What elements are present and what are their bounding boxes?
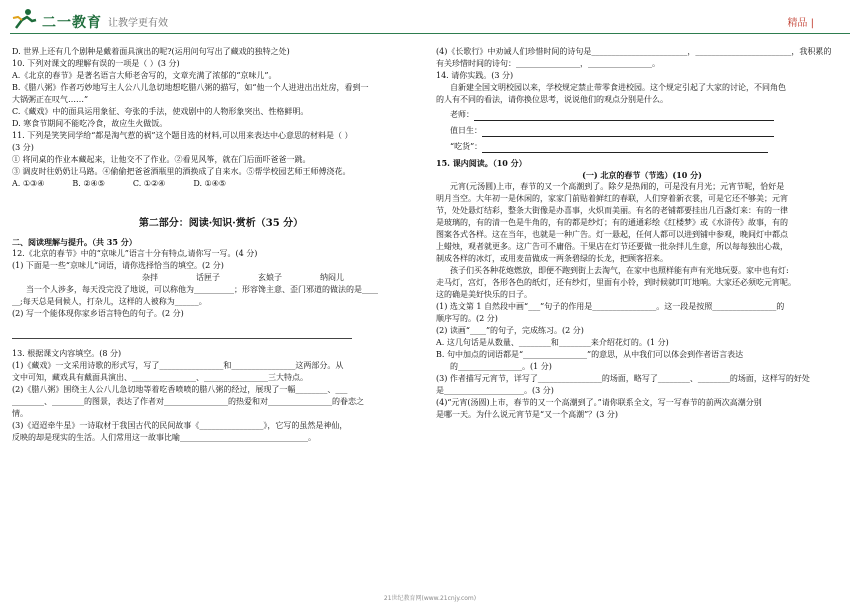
q14-prompt-line-1: 自新建全国文明校园以来，学校规定禁止带零食进校园。这个规定引起了大家的讨论，不同角色 — [450, 83, 786, 92]
q13-part-2-line-2: ________、________的图景，表达了作者对________________的热爱和对________________的眷恋之 — [12, 397, 364, 406]
question-11: 11. 下列是笑笑同学给“都是淘气惹的祸”这个题目选的材料,可以用来表达中心意思的材料是（ ） — [12, 131, 353, 140]
q11-option: D. ①④⑤ — [193, 179, 227, 188]
question-11-score: (3 分) — [12, 143, 34, 152]
runner-logo-icon — [10, 8, 38, 30]
q14-duty-label: 值日生： — [450, 126, 482, 135]
word-bank — [12, 272, 430, 284]
q13-part-3-line-1: (3)《迢迢牵牛星》一诗取材于我国古代的民间故事《________________》，它写的虽然是神仙， — [12, 421, 348, 430]
q12-part-1: (1) 下面是一些“京味儿”词语，请你选择恰当的填空。(2 分) — [12, 261, 224, 270]
q13-part-2-line-3: 情。 — [12, 409, 28, 418]
q10-option-d: D. 寒食节期间不能吃冷食，故应生火做饭。 — [12, 119, 168, 128]
left-column — [12, 46, 430, 444]
reading-q2: (2) 读画“____”的句子，完成练习。(2 分) — [436, 326, 584, 335]
q14-teacher-label: 老师： — [450, 110, 474, 119]
question-15: 15. 课内阅读。（10 分） — [436, 158, 527, 168]
word-bank-item: 玄娘子 — [258, 273, 282, 282]
brand-slogan: 让教学更有效 — [108, 18, 168, 29]
q13-part-1-line-1: (1)《藏戏》一文采用诗歌的形式写，写了________________和________________这两部分。从 — [12, 361, 344, 370]
q14-duty-answer[interactable] — [482, 127, 774, 137]
brand-name: 二一教育 — [42, 15, 102, 31]
q13-part-3-line-2: 反映的却是现实的生活。人们常用这一故事比喻________________________________。 — [12, 433, 316, 442]
reading-q4-line-2: 是哪一天。为什么说元宵节是“又一个高潮”？(3 分) — [436, 410, 619, 419]
q12-part-1-line-2: __;每天总是伺候人，打杂儿，这样的人被称为______。 — [12, 297, 207, 306]
q14-kid-row — [436, 141, 848, 153]
section-two-heading: 二、阅读理解与提升。（共 35 分） — [12, 237, 137, 247]
question-13: 13. 根据课文内容填空。(8 分) — [12, 349, 122, 358]
page-footer: 21世纪教育网(www.21cnjy.com) — [383, 595, 477, 602]
word-bank-item: 纳闷儿 — [320, 273, 344, 282]
q12-part-1-line-1: 当一个人涉多，每天没完没了地说，可以称他为__________；形容馋主意、歪门邪道的做法的是____ — [26, 285, 378, 294]
reading-para-1-line-3: 节，处处悬灯结彩，整条大街像是办喜事，火炽而美丽。有名的老铺都要挂出几百盏灯来：有的一律 — [436, 206, 788, 215]
q14-prompt-line-2: 的人有不同的看法，请你换位思考，说说他们的观点分别是什么。 — [436, 95, 668, 104]
question-12: 12.《北京的春节》中的“京味儿”语言十分有特点,请你写一写。(4 分) — [12, 249, 258, 258]
reading-title: (一) 北京的春节（节选）(10 分) — [582, 170, 702, 180]
q11-option: A. ①③④ — [12, 179, 45, 188]
reading-q3-line-2: 是____________________。(3 分) — [436, 386, 554, 395]
reading-para-1-line-4: 是玻璃的，有的清一色是牛角的，有的都是纱灯；有的通通彩绘《红楼梦》或《水浒传》故事，有的 — [436, 218, 788, 227]
reading-para-1-line-6: 上蜡烛，观者就更多。这广告可不庸俗。干果店在灯节还要做一批杂拌儿生意，所以每每独出心裁， — [436, 242, 788, 251]
question-10: 10. 下列对课文的理解有误的一项是（ ）(3 分) — [12, 59, 180, 68]
q11-material-1: ① 将同桌的作业本藏起来，让他交不了作业。②看见风筝，就在门后面吓爸爸一跳。 — [12, 155, 311, 164]
q9-option-d: D. 世界上还有几个剧种是戴着面具演出的呢?(运用问句写出了藏戏的独特之处) — [12, 47, 290, 56]
word-bank-item: 杂拌 — [142, 273, 158, 282]
reading-para-2-line-2: 走马灯，宫灯，各形各色的纸灯，还有纱灯，里面有小铃，到时候就叮叮地响。大家还必须吃元宵呢。 — [436, 278, 796, 287]
word-bank-item: 话匣子 — [196, 273, 220, 282]
question-14: 14. 请你实践。(3 分) — [436, 71, 514, 80]
reading-q2-a: A. 这几句话是从数量、________和________来介绍花灯的。(1 分) — [436, 338, 669, 347]
header-divider — [10, 33, 850, 34]
q10-option-a: A.《北京的春节》是著名语言大师老舍写的，文章充满了浓郁的“京味儿”。 — [12, 71, 277, 80]
q10-option-b: B.《腊八粥》作者巧妙地写主人公八儿急切地想吃腊八粥的描写，如“他一个人进进出出灶房，看到一 — [12, 83, 369, 92]
reading-q1-line-2: 顺序写的。(2 分) — [436, 314, 498, 323]
page-header — [0, 0, 860, 40]
q11-option: C. ①②④ — [132, 179, 166, 188]
page-tag: 精品 | — [787, 18, 814, 29]
q13-part-1-line-2: 文中可知，藏戏具有戴面具演出、________________、________________三大特点。 — [12, 373, 308, 382]
q14-duty-row — [436, 125, 848, 137]
reading-q2-b-line-1: B. 句中加点的词语都是“________________”的意思，从中我们可以体会到作者语言表达 — [436, 350, 744, 359]
right-column — [436, 46, 848, 421]
q11-options — [12, 178, 430, 190]
q10-option-b-cont: 大锅粥正在叹气……” — [12, 95, 89, 104]
part-two-title: 第二部分：阅读·知识·赏析（35 分） — [138, 218, 304, 229]
reading-para-2-line-1: 孩子们买各种花炮燃放，即便不跑到街上去淘气，在家中也照样能有声有光地玩耍。家中也有灯: — [450, 266, 789, 275]
reading-q3-line-1: (3) 作者描写元宵节，详写了________________的场面，略写了________、________的场面，这样写的好处 — [436, 374, 810, 383]
reading-para-1-line-7: 制成各样的冰灯，或用麦苗做成一两条碧绿的长龙，把顾客招来。 — [436, 254, 668, 263]
reading-q2-b-line-2: 的________________。(1 分) — [450, 362, 552, 371]
q11-option: B. ②④⑤ — [72, 179, 105, 188]
q14-teacher-answer[interactable] — [474, 111, 774, 121]
q14-teacher-row — [436, 109, 848, 121]
reading-para-1-line-2: 明月当空。大年初一是休闲的，家家门前贴着鲜红的春联，人们穿着新衣裳，可是它还不够美；元宵 — [436, 194, 788, 203]
q13-part-4-line-2: 有关珍惜时间的诗句：________________，________________。 — [436, 59, 660, 68]
q14-kid-answer[interactable] — [482, 143, 768, 153]
q14-kid-label: “吃货”： — [450, 142, 483, 151]
q13-part-2-line-1: (2)《腊八粥》围绕主人公八儿急切地等着吃香喷喷的腊八粥的经过，展现了一幅________、___ — [12, 385, 348, 394]
q13-part-4-line-1: (4)《长歌行》中劝诫人们珍惜时间的诗句是________________________，________________________，我积累的 — [436, 47, 832, 56]
q11-material-2: ③ 调皮时往奶奶让马路。④偷偷把爸爸酒瓶里的酒换成了自来水。⑤帮学校园艺师王师傅浇花。 — [12, 167, 351, 176]
reading-q4-line-1: (4)“元宵(汤圆)上市，春节的又一个高潮到了。”请你联系全文，写一写春节的前两次高潮分别 — [436, 398, 762, 407]
q12-part-2: (2) 写一个能体现你家乡语言特色的句子。(2 分) — [12, 309, 184, 318]
reading-para-2-line-3: 这的确是美好快乐的日子。 — [436, 290, 532, 299]
reading-para-1-line-1: 元宵(元汤圆)上市，春节的又一个高潮到了。除夕是热闹的，可是没有月光；元宵节呢，恰好是 — [450, 182, 785, 191]
q10-option-c: C.《藏戏》中的面具运用象征、夸张的手法，使戏剧中的人物形象突出、性格鲜明。 — [12, 107, 309, 116]
reading-q1-line-1: (1) 选文第 1 自然段中画“___”句子的作用是________________。这一段是按照________________的 — [436, 302, 785, 311]
reading-para-1-line-5: 图案各式各样。这在当年，也就是一种广告。灯一悬起，任何人都可以进到铺中参观，晚间灯中都点 — [436, 230, 788, 239]
answer-line[interactable] — [12, 338, 352, 339]
